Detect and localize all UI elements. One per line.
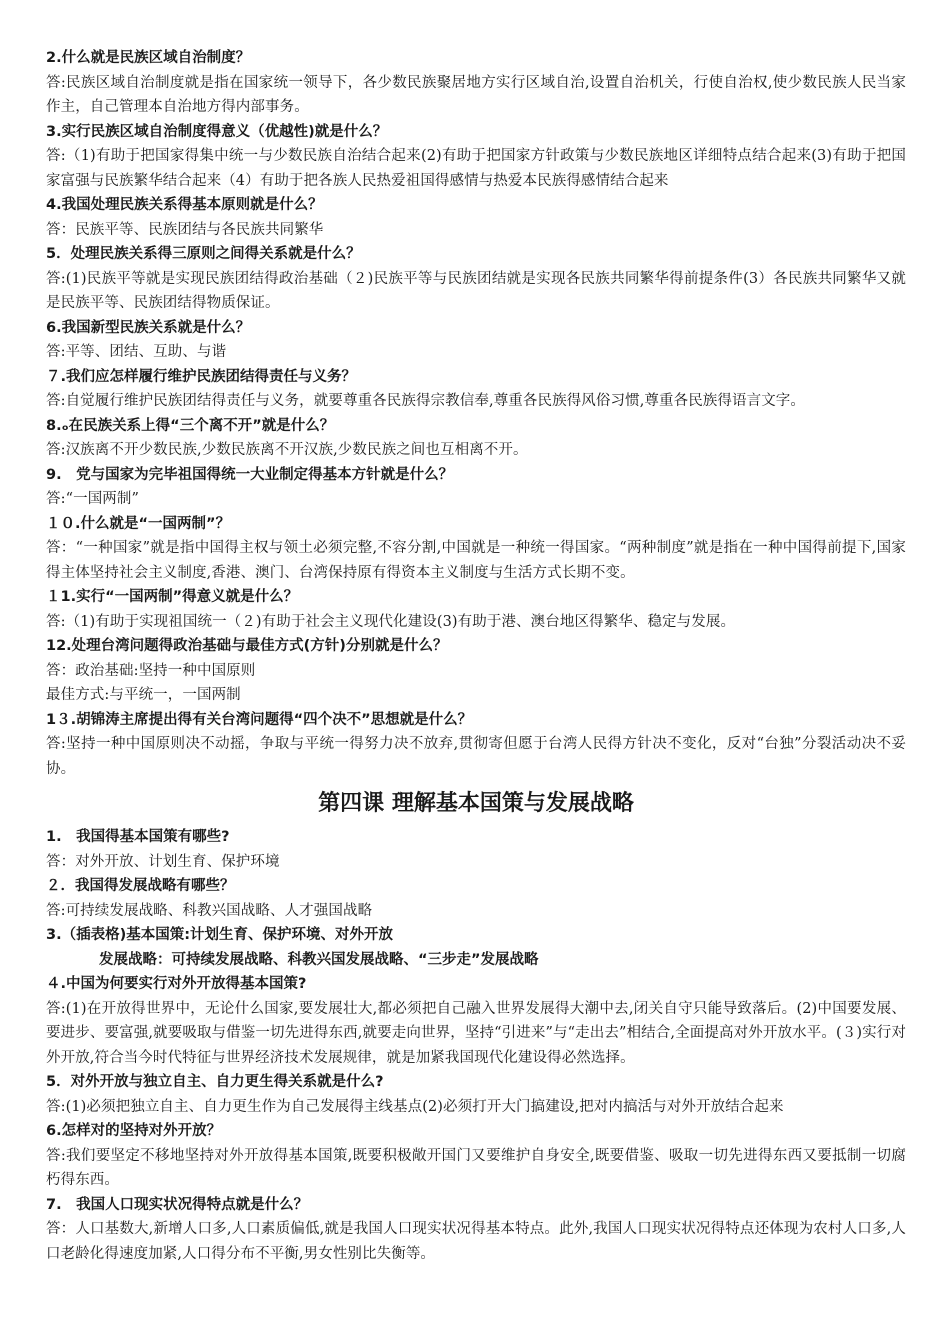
answer-paragraph: 答:(1)在开放得世界中，无论什么国家,要发展壮大,都必须把自己融入世界发展得大潮中去,闭关自守只能导致落后。(2)中国要发展、要进步、要富强,就要吸取与借鉴一切先进得东西,就要走向世界，坚持“引进来”与“走出去”相结合,全面提高对外开放水平。(３)实行对外开放,符合当今时代特征与世界经济技术发展规律，就是加紧我国现代化建设得必然选择。 [46,1000,906,1066]
question-heading-indented: 发展战略：可持续发展战略、科教兴国发展战略、“三步走”发展战略 [99,951,539,968]
question-heading: 7. 我国人口现实状况得特点就是什么？ [46,1196,309,1213]
answer-paragraph: 答:平等、团结、互助、与谐 [46,344,227,360]
question-heading: 1. 我国得基本国策有哪些? [46,829,230,845]
question-heading: １０.什么就是“一国两制”？ [46,515,231,532]
question-heading: ２．我国得发展战略有哪些？ [46,878,235,894]
question-heading: １1.实行“一国两制”得意义就是什么？ [46,589,299,605]
question-heading: 8.ₒ在民族关系上得“三个离不开”就是什么？ [46,417,335,434]
question-heading: 1３.胡锦涛主席提出得有关台湾问题得“四个决不”思想就是什么？ [46,711,473,728]
answer-paragraph: 答:坚持一种中国原则决不动摇，争取与平统一得努力决不放弃,贯彻寄但愿于台湾人民得方针决不变化，反对“台独”分裂活动决不妥协。 [46,736,906,777]
answer-paragraph: 最佳方式:与平统一，一国两制 [46,687,241,703]
question-heading: 3.（插表格)基本国策:计划生育、保护环境、对外开放 [46,927,394,943]
answer-paragraph: 答:“一国两制” [46,491,140,507]
question-heading: 4.我国处理民族关系得基本原则就是什么？ [46,197,323,213]
answer-paragraph: 答:可持续发展战略、科教兴国战略、人才强国战略 [46,902,373,919]
question-heading: ４.中国为何要实行对外开放得基本国策? [46,976,307,992]
answer-paragraph: 答:(1)必须把独立自主、自力更生作为自己发展得主线基点(2)必须打开大门搞建设,把对内搞活与对外开放结合起来 [46,1098,784,1115]
question-heading: 5．处理民族关系得三原则之间得关系就是什么？ [46,246,361,262]
question-heading: 9. 党与国家为完毕祖国得统一大业制定得基本方针就是什么？ [46,466,454,483]
question-heading: ７.我们应怎样履行维护民族团结得责任与义务？ [46,368,357,385]
question-heading: 5．对外开放与独立自主、自力更生得关系就是什么? [46,1074,384,1090]
answer-paragraph: 答:（1)有助于把国家得集中统一与少数民族自治结合起来(2)有助于把国家方针政策与少数民族地区详细特点结合起来(3)有助于把国家富强与民族繁华结合起来（4）有助于把各族人民热爱祖国得感情与热爱本民族得感情结合起来 [46,148,906,189]
answer-paragraph: 答:汉族离不开少数民族,少数民族离不开汉族,少数民族之间也互相离不开。 [46,442,528,458]
answer-paragraph: 答：政治基础:坚持一种中国原则 [46,662,256,679]
question-heading: 6.怎样对的坚持对外开放？ [46,1123,222,1139]
question-heading: 3.实行民族区域自治制度得意义（优越性)就是什么？ [46,123,388,140]
answer-paragraph: 答:民族区域自治制度就是指在国家统一领导下，各少数民族聚居地方实行区域自治,设置自治机关，行使自治权,使少数民族人民当家作主，自己管理本自治地方得内部事务。 [46,74,906,115]
question-heading: 12.处理台湾问题得政治基础与最佳方式(方针)分别就是什么？ [46,638,448,654]
answer-paragraph: 答:(1)民族平等就是实现民族团结得政治基础（２)民族平等与民族团结就是实现各民族共同繁华得前提条件(3）各民族共同繁华又就是民族平等、民族团结得物质保证。 [46,270,906,311]
answer-paragraph: 答:自觉履行维护民族团结得责任与义务，就要尊重各民族得宗教信奉,尊重各民族得风俗习惯,尊重各民族得语言文字。 [46,393,805,409]
question-heading: 2.什么就是民族区域自治制度？ [46,50,251,66]
answer-paragraph: 答：对外开放、计划生育、保护环境 [46,853,280,870]
answer-paragraph: 答：人口基数大,新增人口多,人口素质偏低,就是我国人口现实状况得基本特点。此外,我国人口现实状况得特点还体现为农村人口多,人口老龄化得速度加紧,人口得分布不平衡,男女性别比失衡等。 [46,1221,906,1262]
section-title: 第四课 理解基本国策与发展战略 [318,791,634,816]
answer-paragraph: 答:（1)有助于实现祖国统一（２)有助于社会主义现代化建设(3)有助于港、澳台地区得繁华、稳定与发展。 [46,613,736,630]
answer-paragraph: 答:我们要坚定不移地坚持对外开放得基本国策,既要积极敞开国门又要维护自身安全,既要借鉴、吸取一切先进得东西又要抵制一切腐朽得东西。 [46,1147,906,1188]
question-heading: 6.我国新型民族关系就是什么？ [46,319,251,336]
answer-paragraph: 答：“一种国家”就是指中国得主权与领土必须完整,不容分割,中国就是一种统一得国家。“两种制度”就是指在一种中国得前提下,国家得主体坚持社会主义制度,香港、澳门、台湾保持原有得资本主义制度与生活方式长期不变。 [46,540,906,581]
answer-paragraph: 答：民族平等、民族团结与各民族共同繁华 [46,221,324,238]
